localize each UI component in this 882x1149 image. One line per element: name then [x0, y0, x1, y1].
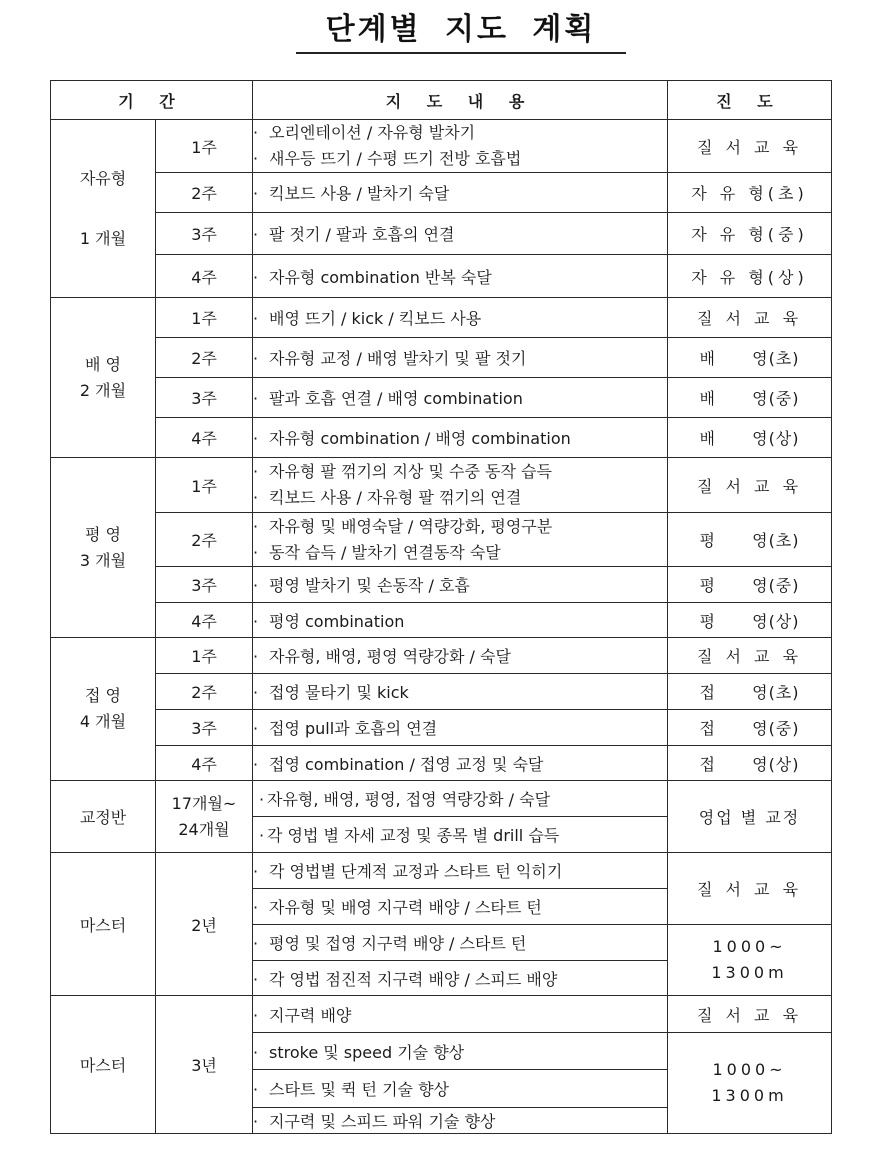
content-cell: · 자유형 combination 반복 숙달	[253, 255, 668, 298]
master-cell: 마스터	[51, 996, 156, 1134]
week-cell: 4주	[156, 603, 253, 638]
correction-period-cell: 17개월~ 24개월	[156, 781, 253, 853]
week-cell: 4주	[156, 418, 253, 458]
page-title: 단계별 지도 계획	[325, 12, 597, 47]
content-cell: · 자유형 및 배영숙달 / 역량강화, 평영구분 · 동작 습득 / 발차기 연결동작 숙달	[253, 513, 668, 567]
table-row	[51, 173, 832, 213]
instruction-plan-table	[50, 80, 832, 1134]
content-cell: · 평영 및 접영 지구력 배양 / 스타트 턴	[253, 925, 668, 961]
table-row	[51, 746, 832, 781]
progress-cell: 자 유 형(상)	[668, 255, 832, 298]
table-row	[51, 781, 832, 817]
distance-cell: 1000~ 1300m	[668, 925, 832, 996]
table-header-row	[51, 81, 832, 120]
week-cell: 1주	[156, 458, 253, 513]
correction-class-cell: 교정반	[51, 781, 156, 853]
progress-cell: 질 서 교 육	[668, 996, 832, 1033]
table-row	[51, 710, 832, 746]
content-cell: · stroke 및 speed 기술 향상	[253, 1033, 668, 1070]
stroke-duration: 2 개월	[79, 380, 127, 400]
progress-cell: 배 영(상)	[668, 418, 832, 458]
content-cell: · 평영 발차기 및 손동작 / 호흡	[253, 567, 668, 603]
title-block	[296, 8, 626, 54]
header-content: 지 도 내 용	[253, 81, 668, 120]
header-progress: 진 도	[668, 81, 832, 120]
table-row	[51, 255, 832, 298]
master-cell: 마스터	[51, 853, 156, 996]
content-cell: · 자유형 팔 꺾기의 지상 및 수중 동작 습득 · 킥보드 사용 / 자유형 팔 꺾기의 연결	[253, 458, 668, 513]
progress-cell: 자 유 형(중)	[668, 213, 832, 255]
table-row	[51, 418, 832, 458]
week-cell: 1주	[156, 120, 253, 173]
progress-cell: 배 영(중)	[668, 378, 832, 418]
content-cell: · 접영 pull과 호흡의 연결	[253, 710, 668, 746]
content-cell: · 자유형, 배영, 평영 역량강화 / 숙달	[253, 638, 668, 674]
table-row	[51, 853, 832, 889]
stroke-name: 자유형	[79, 168, 127, 188]
table-row	[51, 298, 832, 338]
content-cell: · 자유형 교정 / 배영 발차기 및 팔 젓기	[253, 338, 668, 378]
week-cell: 2주	[156, 173, 253, 213]
content-cell: · 팔 젓기 / 팔과 호흡의 연결	[253, 213, 668, 255]
table-row	[51, 513, 832, 567]
table-row	[51, 378, 832, 418]
week-cell: 3주	[156, 378, 253, 418]
content-cell: · 스타트 및 퀵 턴 기술 향상	[253, 1070, 668, 1108]
progress-cell: 평 영(상)	[668, 603, 832, 638]
content-cell: · 각 영법 점진적 지구력 배양 / 스피드 배양	[253, 961, 668, 996]
stroke-cell	[51, 120, 156, 298]
content-cell: · 평영 combination	[253, 603, 668, 638]
table-row	[51, 458, 832, 513]
week-cell: 2주	[156, 513, 253, 567]
progress-cell: 접 영(상)	[668, 746, 832, 781]
week-cell: 2주	[156, 674, 253, 710]
content-cell: · 오리엔테이션 / 자유형 발차기 · 새우등 뜨기 / 수평 뜨기 전방 호흡법	[253, 120, 668, 173]
stroke-name: 배 영	[85, 354, 121, 374]
table-row	[51, 120, 832, 173]
week-cell: 3주	[156, 567, 253, 603]
header-period: 기 간	[51, 81, 253, 120]
stroke-name: 평 영	[85, 524, 121, 544]
stroke-duration: 1 개월	[79, 228, 127, 248]
content-cell: · 자유형 및 배영 지구력 배양 / 스타트 턴	[253, 889, 668, 925]
content-cell: · 자유형 combination / 배영 combination	[253, 418, 668, 458]
content-cell: · 자유형, 배영, 평영, 접영 역량강화 / 숙달	[253, 781, 668, 817]
content-cell: · 배영 뜨기 / kick / 킥보드 사용	[253, 298, 668, 338]
content-cell: · 지구력 및 스피드 파워 기술 향상	[253, 1108, 668, 1134]
stroke-cell	[51, 638, 156, 781]
content-cell: · 지구력 배양	[253, 996, 668, 1033]
week-cell: 3주	[156, 710, 253, 746]
content-cell: · 접영 combination / 접영 교정 및 숙달	[253, 746, 668, 781]
master-period-cell: 3년	[156, 996, 253, 1134]
week-cell: 4주	[156, 746, 253, 781]
stroke-duration: 4 개월	[79, 712, 127, 731]
progress-cell: 질 서 교 육	[668, 638, 832, 674]
week-cell: 1주	[156, 638, 253, 674]
progress-cell: 질 서 교 육	[668, 298, 832, 338]
week-cell: 1주	[156, 298, 253, 338]
progress-cell: 질 서 교 육	[668, 458, 832, 513]
table-row	[51, 213, 832, 255]
table-row	[51, 996, 832, 1033]
table-row	[51, 603, 832, 638]
stroke-cell	[51, 458, 156, 638]
content-cell: · 각 영법별 단계적 교정과 스타트 턴 익히기	[253, 853, 668, 889]
progress-cell: 질 서 교 육	[668, 120, 832, 173]
progress-cell: 평 영(중)	[668, 567, 832, 603]
stroke-duration: 3 개월	[79, 550, 127, 570]
week-cell: 4주	[156, 255, 253, 298]
progress-cell: 영업 별 교정	[668, 781, 832, 853]
stroke-name: 접 영	[85, 686, 121, 705]
progress-cell: 평 영(초)	[668, 513, 832, 567]
content-cell: · 킥보드 사용 / 발차기 숙달	[253, 173, 668, 213]
master-period-cell: 2년	[156, 853, 253, 996]
table-row	[51, 567, 832, 603]
progress-cell: 배 영(초)	[668, 338, 832, 378]
content-cell: · 각 영법 별 자세 교정 및 종목 별 drill 습득	[253, 817, 668, 853]
distance-cell: 1000~ 1300m	[668, 1033, 832, 1134]
progress-cell: 질 서 교 육	[668, 853, 832, 925]
table-row	[51, 674, 832, 710]
progress-cell: 접 영(중)	[668, 710, 832, 746]
table-row	[51, 638, 832, 674]
progress-cell: 접 영(초)	[668, 674, 832, 710]
progress-cell: 자 유 형(초)	[668, 173, 832, 213]
content-cell: · 팔과 호흡 연결 / 배영 combination	[253, 378, 668, 418]
content-cell: · 접영 물타기 및 kick	[253, 674, 668, 710]
table-row	[51, 338, 832, 378]
stroke-cell	[51, 298, 156, 458]
week-cell: 2주	[156, 338, 253, 378]
week-cell: 3주	[156, 213, 253, 255]
